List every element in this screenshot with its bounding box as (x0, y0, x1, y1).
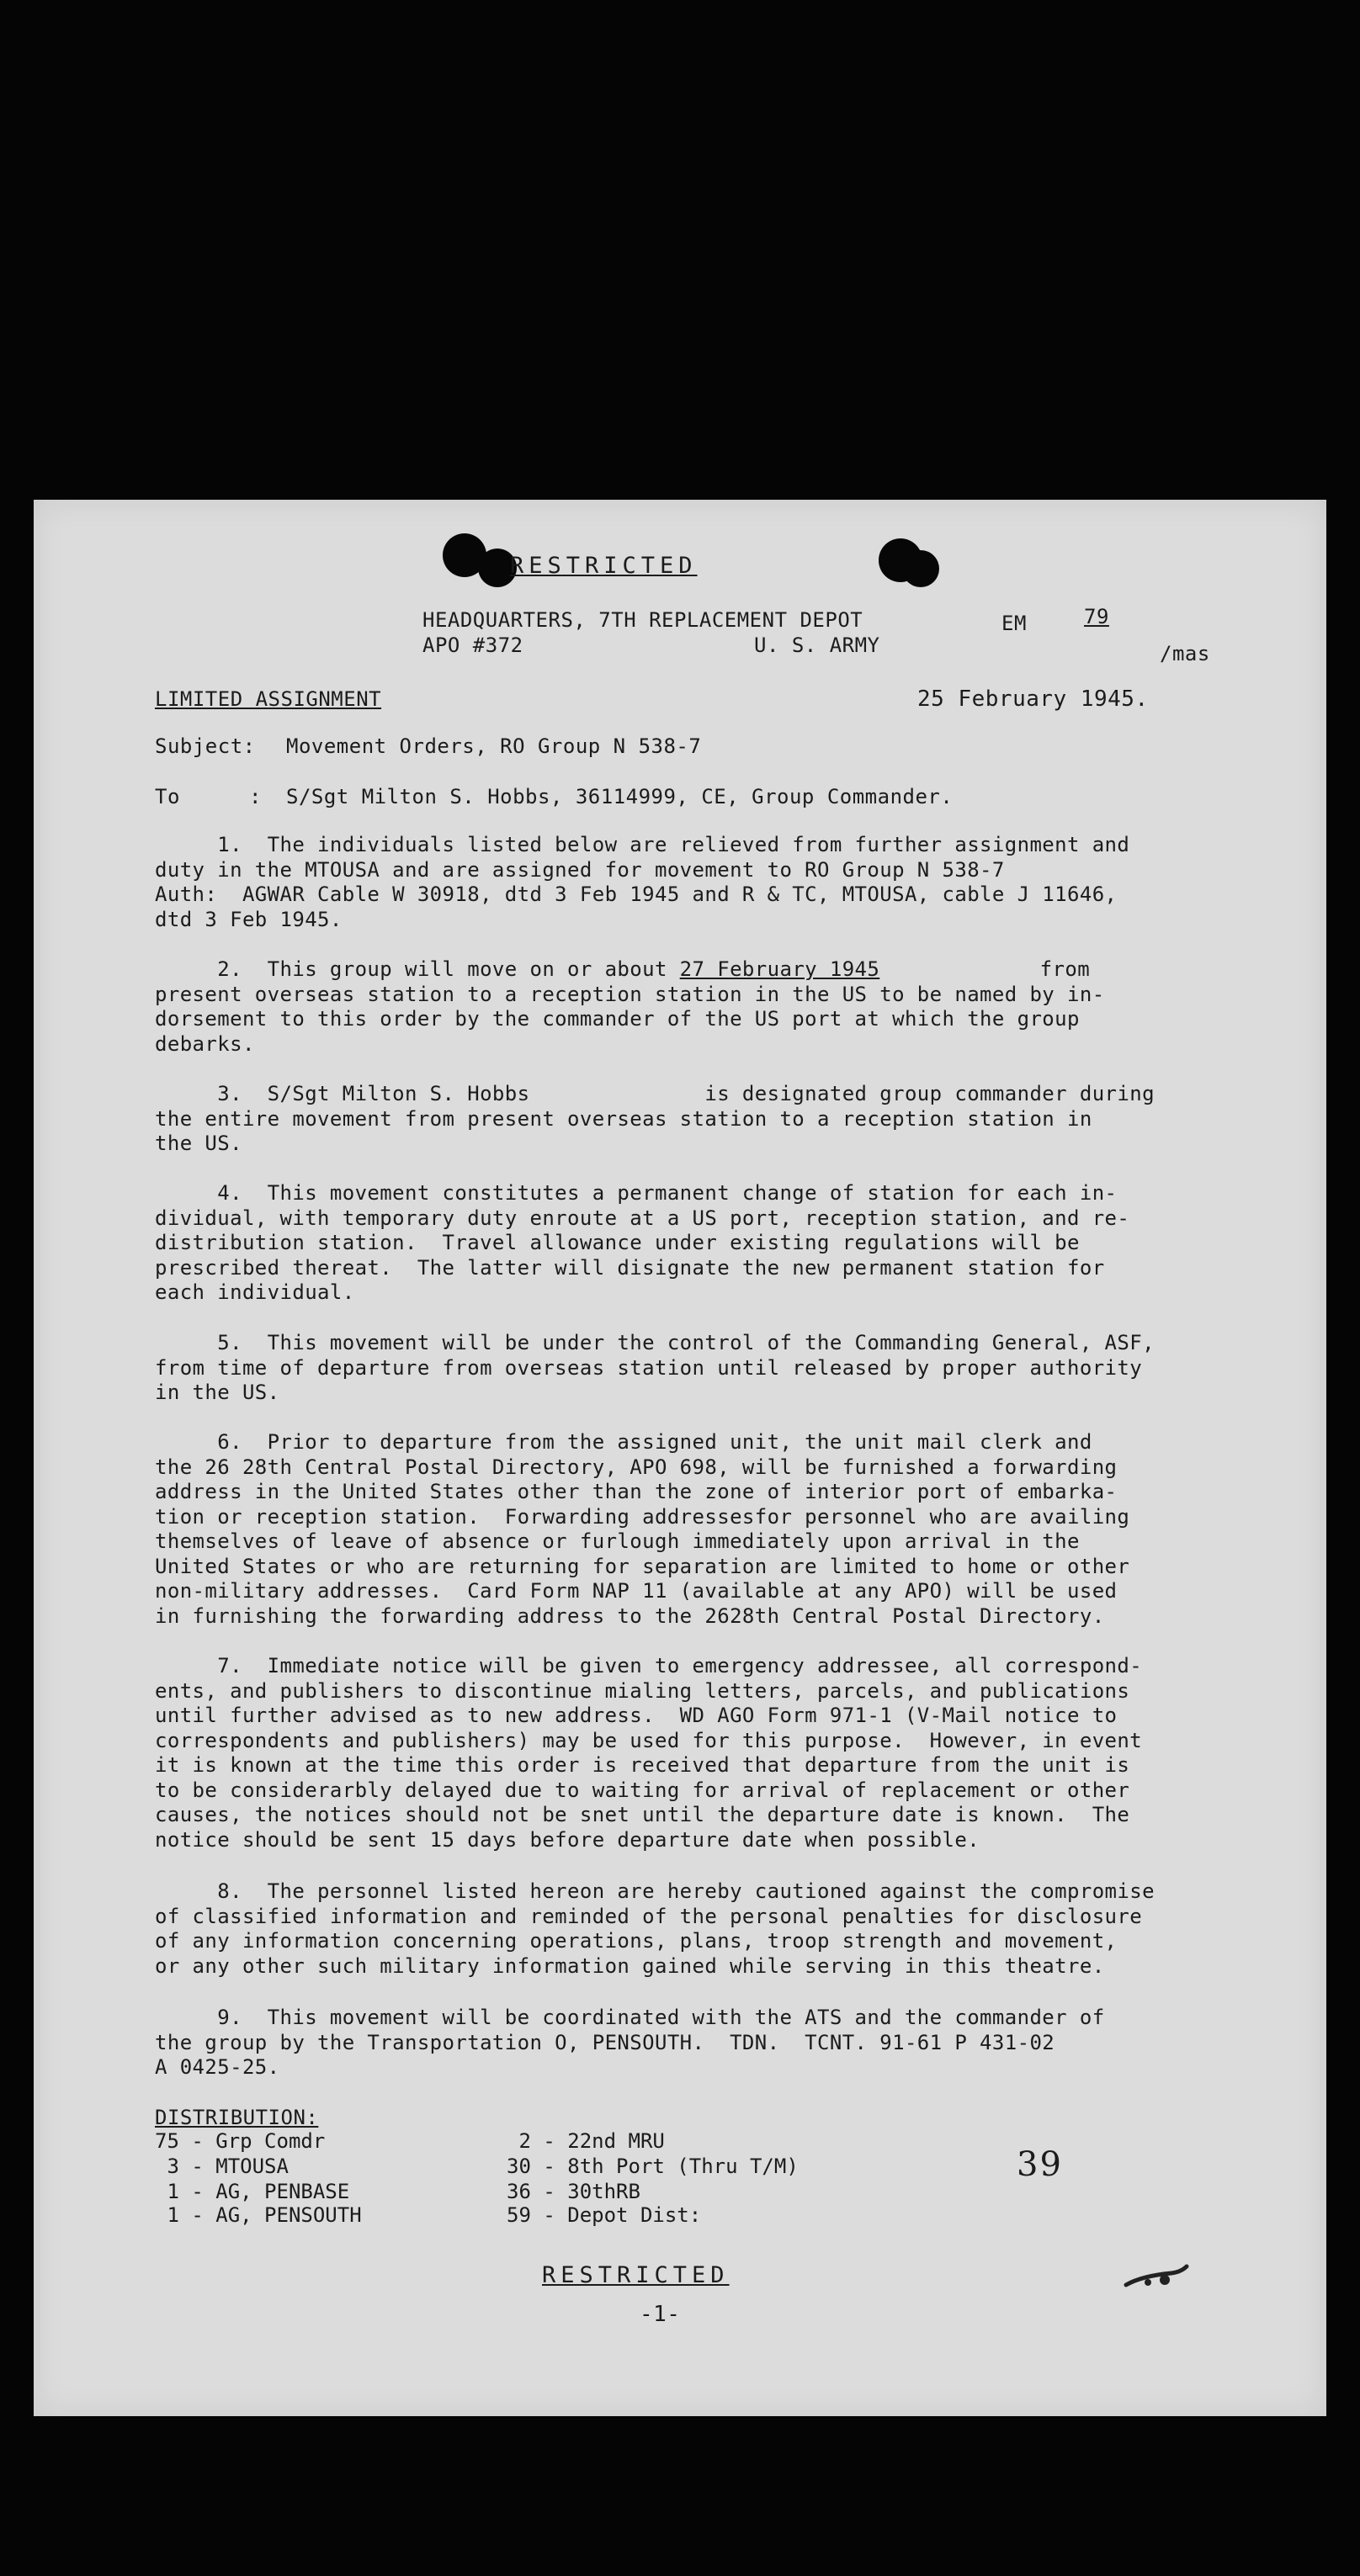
order-prefix: EM (1001, 612, 1027, 635)
order-number: 79 (1084, 605, 1109, 628)
paragraph-line: of classified information and reminded of the personal penalties for disclosure (155, 1904, 1143, 1928)
classification-top: RESTRICTED (510, 553, 698, 579)
paragraph-line: dtd 3 Feb 1945. (155, 907, 343, 931)
paragraph-line: duty in the MTOUSA and are assigned for movement to RO Group N 538-7 (155, 857, 1005, 882)
order-date: 25 February 1945. (917, 686, 1149, 712)
paragraph-line: 6. Prior to departure from the assigned unit, the unit mail clerk and (155, 1430, 1092, 1454)
to-colon: : (249, 785, 262, 808)
paragraph-line: A 0425-25. (155, 2055, 280, 2079)
paragraph-line: causes, the notices should not be snet until the departure date is known. The (155, 1803, 1130, 1826)
paragraph-3 (155, 1082, 1274, 1157)
paragraph-line: it is known at the time this order is received that departure from the unit is (155, 1753, 1130, 1777)
departure-date-field: 27 February 1945 (679, 957, 880, 981)
paragraph-line: 2. This group will move on or about (155, 957, 680, 981)
to-label: To (155, 785, 180, 808)
paragraph-line: United States or who are returning for separation are limited to home or other (155, 1554, 1130, 1578)
paragraph-line: correspondents and publishers) may be used for this purpose. However, in event (155, 1728, 1143, 1752)
typist-initials: /mas (1160, 642, 1210, 665)
paragraph-line: each individual. (155, 1280, 355, 1304)
punch-hole-right-2-icon (902, 550, 939, 587)
paragraph-line: notice should be sent 15 days before departure date when possible. (155, 1827, 980, 1852)
paragraph-line: from time of departure from overseas station until released by proper authority (155, 1355, 1143, 1380)
paragraph-line: in furnishing the forwarding address to the 2628th Central Postal Directory. (155, 1603, 1105, 1628)
paragraph-line: tion or reception station. Forwarding addressesfor personnel who are availing (155, 1504, 1130, 1529)
subject-text: Movement Orders, RO Group N 538-7 (286, 734, 702, 758)
hq-line-1: HEADQUARTERS, 7TH REPLACEMENT DEPOT (422, 608, 863, 632)
document-page (34, 500, 1326, 2416)
paragraph-line: prescribed thereat. The latter will disignate the new permanent station for (155, 1255, 1105, 1280)
paragraph-2 (155, 957, 1274, 1057)
distribution-left-1: 75 - Grp Comdr (155, 2129, 326, 2153)
distribution-right-4: 59 - Depot Dist: (507, 2203, 702, 2227)
distribution-left-2: 3 - MTOUSA (155, 2155, 289, 2178)
paragraph-line: 9. This movement will be coordinated with the ATS and the commander of (155, 2006, 1105, 2029)
paragraph-line: present overseas station to a reception station in the US to be named by in- (155, 982, 1105, 1006)
distribution-right-3: 36 - 30thRB (507, 2180, 640, 2203)
paragraph-line: from (1039, 957, 1091, 981)
paragraph-line: of any information concerning operations, plans, troop strength and movement, (155, 1929, 1118, 1953)
page-number: -1- (640, 2302, 681, 2327)
paragraph-line: themselves of leave of absence or furlough immediately upon arrival in the (155, 1529, 1080, 1553)
distribution-right-2: 30 - 8th Port (Thru T/M) (507, 2155, 799, 2178)
paragraph-4 (155, 1181, 1274, 1306)
to-text: S/Sgt Milton S. Hobbs, 36114999, CE, Group Commander. (286, 785, 954, 808)
paragraph-line: the group by the Transportation O, PENSOUTH. TDN. TCNT. 91-61 P 431-02 (155, 2030, 1055, 2054)
paragraph-1 (155, 833, 1274, 932)
paragraph-7 (155, 1654, 1274, 1852)
paragraph-line: 5. This movement will be under the control of the Commanding General, ASF, (155, 1331, 1155, 1354)
assignment-title: LIMITED ASSIGNMENT (155, 687, 382, 711)
army-label: U. S. ARMY (754, 633, 880, 657)
paragraph-line: the entire movement from present overseas station to a reception station in (155, 1106, 1092, 1131)
paragraph-6 (155, 1430, 1274, 1629)
paragraph-line: the 26 28th Central Postal Directory, APO 698, will be furnished a forwarding (155, 1455, 1118, 1479)
distribution-title: DISTRIBUTION: (155, 2106, 319, 2129)
distribution-left-4: 1 - AG, PENSOUTH (155, 2203, 362, 2227)
paragraph-line: Auth: AGWAR Cable W 30918, dtd 3 Feb 1945 and R & TC, MTOUSA, cable J 11646, (155, 883, 1118, 906)
paragraph-9 (155, 2006, 1274, 2080)
paragraph-line: 3. S/Sgt Milton S. Hobbs is designated group commander during (155, 1082, 1155, 1105)
paragraph-line: in the US. (155, 1381, 280, 1404)
paragraph-line: or any other such military information gained while serving in this theatre. (155, 1953, 1105, 1978)
paragraph-line: 7. Immediate notice will be given to emergency addressee, all correspond- (155, 1654, 1143, 1678)
paragraph-8 (155, 1879, 1274, 1979)
paragraph-line: dorsement to this order by the commander of the US port at which the group (155, 1007, 1080, 1031)
classification-bottom: RESTRICTED (542, 2262, 730, 2288)
paragraph-5 (155, 1331, 1274, 1406)
ink-mark-icon (1123, 2260, 1190, 2293)
paragraph-line: non-military addresses. Card Form NAP 11 (available at any APO) will be used (155, 1579, 1118, 1603)
paragraph-line: debarks. (155, 1031, 255, 1056)
paragraph-line: 4. This movement constitutes a permanent change of station for each in- (155, 1181, 1118, 1205)
paragraph-line: until further advised as to new address. WD AGO Form 971-1 (V-Mail notice to (155, 1704, 1118, 1727)
distribution-right-1: 2 - 22nd MRU (507, 2129, 665, 2153)
paragraph-line: address in the United States other than the zone of interior port of embarka- (155, 1480, 1118, 1503)
paragraph-line: to be considerarbly delayed due to waiting for arrival of replacement or other (155, 1778, 1130, 1802)
distribution-left-3: 1 - AG, PENBASE (155, 2180, 350, 2203)
paragraph-line: 1. The individuals listed below are relieved from further assignment and (155, 833, 1130, 856)
paragraph-line: ents, and publishers to discontinue mialing letters, parcels, and publications (155, 1678, 1130, 1703)
handwritten-number: 39 (1017, 2145, 1063, 2184)
subject-label: Subject: (155, 734, 256, 758)
paragraph-line: 8. The personnel listed hereon are hereby cautioned against the compromise (155, 1879, 1155, 1903)
paragraph-line: distribution station. Travel allowance under existing regulations will be (155, 1231, 1080, 1254)
paragraph-line: the US. (155, 1132, 242, 1155)
paragraph-line: dividual, with temporary duty enroute at a US port, reception station, and re- (155, 1206, 1130, 1230)
hq-line-2: APO #372 (422, 633, 523, 657)
